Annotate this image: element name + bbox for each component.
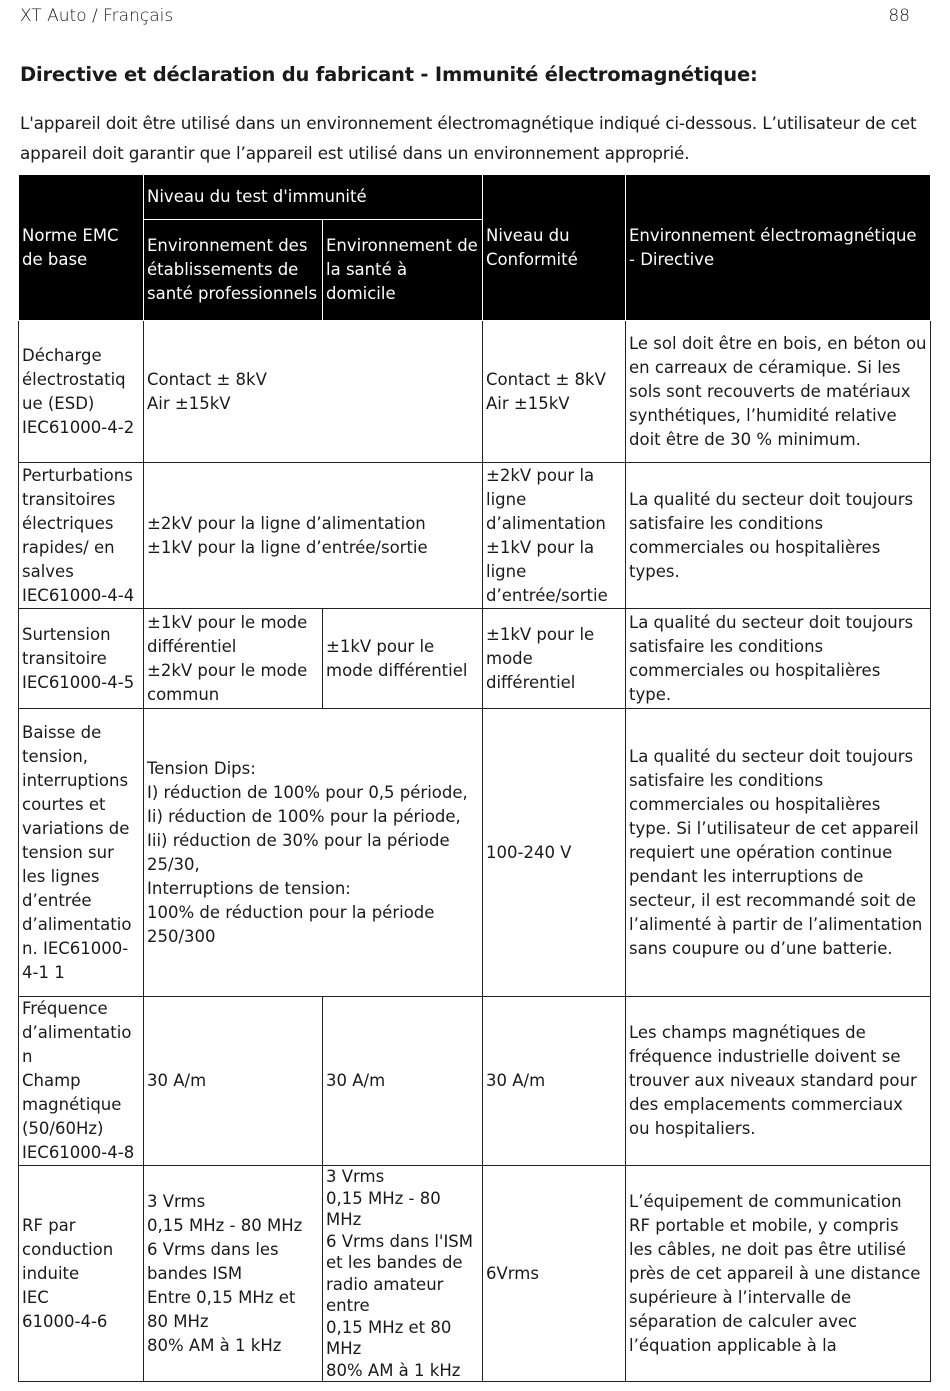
header-directive: Environnement électromagnétique - Directive	[626, 175, 931, 321]
row-norme: Fréquence d’alimentatio n Champ magnétique (50/60Hz) IEC61000-4-8	[19, 997, 144, 1166]
row-norme: Surtension transitoire IEC61000-4-5	[19, 609, 144, 709]
header-env-domicile: Environnement de la santé à domicile	[323, 220, 483, 321]
row-conformite: 100-240 V	[483, 709, 626, 997]
table-row	[19, 709, 931, 997]
page-number: 88	[888, 6, 910, 26]
header-conformite: Niveau du Conformité	[483, 175, 626, 321]
table-row	[19, 463, 931, 609]
row-conformite: 6Vrms	[483, 1166, 626, 1382]
row-directive: La qualité du secteur doit toujours satisfaire les conditions commerciales ou hospitalières type.	[626, 609, 931, 709]
intro-paragraph: L'appareil doit être utilisé dans un environnement électromagnétique indiqué ci-dessous. L’utilisateur de cet appareil doit garantir que l’appareil est utilisé dans un environnement approprié.	[20, 113, 917, 163]
document-label: XT Auto / Français	[20, 6, 174, 26]
row-directive: L’équipement de communication RF portable et mobile, y compris les câbles, ne doit pas être utilisé près de cet appareil à une distance supérieure à l’intervalle de séparation de calculer avec l’équation applicable à la	[626, 1166, 931, 1382]
table-row	[19, 321, 931, 463]
row-directive: Les champs magnétiques de fréquence industrielle doivent se trouver aux niveaux standard pour des emplacements commerciaux ou hospitaliers.	[626, 997, 931, 1166]
page-title: Directive et déclaration du fabricant - Immunité électromagnétique:	[20, 63, 758, 86]
header-env-pro: Environnement des établissements de santé professionnels	[144, 220, 323, 321]
row-test-domicile: ±1kV pour le mode différentiel	[323, 609, 483, 709]
row-test-pro: 3 Vrms 0,15 MHz - 80 MHz 6 Vrms dans les bandes ISM Entre 0,15 MHz et 80 MHz 80% AM à 1 kHz	[144, 1166, 323, 1382]
row-conformite: ±2kV pour la ligne d’alimentation ±1kV pour la ligne d’entrée/sortie	[483, 463, 626, 609]
table-row	[19, 997, 931, 1166]
row-test-level: Contact ± 8kV Air ±15kV	[144, 321, 483, 463]
header-niveau-test: Niveau du test d'immunité	[144, 175, 483, 220]
page-header	[20, 6, 910, 30]
row-conformite: 30 A/m	[483, 997, 626, 1166]
table-row	[19, 1166, 931, 1382]
row-norme: Décharge électrostatiq ue (ESD) IEC61000-4-2	[19, 321, 144, 463]
row-norme: RF par conduction induite IEC 61000-4-6	[19, 1166, 144, 1382]
row-norme: Baisse de tension, interruptions courtes et variations de tension sur les lignes d’entrée d’alimentatio n. IEC61000-4-1 1	[19, 709, 144, 997]
immunity-table	[18, 174, 931, 1382]
row-conformite: Contact ± 8kV Air ±15kV	[483, 321, 626, 463]
row-directive: La qualité du secteur doit toujours satisfaire les conditions commerciales ou hospitalières type. Si l’utilisateur de cet appareil requiert une opération continue pendant les interruptions de secteur, il est recommandé soit de l’alimenté à partir de l’alimentation sans coupure ou d’une batterie.	[626, 709, 931, 997]
header-norme: Norme EMC de base	[19, 175, 144, 321]
row-test-domicile: 3 Vrms 0,15 MHz - 80 MHz 6 Vrms dans l'ISM et les bandes de radio amateur entre 0,15 MHz et 80 MHz 80% AM à 1 kHz	[323, 1166, 483, 1382]
row-test-pro: ±1kV pour le mode différentiel ±2kV pour le mode commun	[144, 609, 323, 709]
row-norme: Perturbations transitoires électriques rapides/ en salves IEC61000-4-4	[19, 463, 144, 609]
row-test-domicile: 30 A/m	[323, 997, 483, 1166]
row-directive: La qualité du secteur doit toujours satisfaire les conditions commerciales ou hospitalières types.	[626, 463, 931, 609]
row-conformite: ±1kV pour le mode différentiel	[483, 609, 626, 709]
row-test-pro: 30 A/m	[144, 997, 323, 1166]
table-row	[19, 609, 931, 709]
row-test-level: ±2kV pour la ligne d’alimentation ±1kV pour la ligne d’entrée/sortie	[144, 463, 483, 609]
row-directive: Le sol doit être en bois, en béton ou en carreaux de céramique. Si les sols sont recouverts de matériaux synthétiques, l’humidité relative doit être de 30 % minimum.	[626, 321, 931, 463]
row-test-level: Tension Dips: I) réduction de 100% pour 0,5 période, Ii) réduction de 100% pour la période, Iii) réduction de 30% pour la période 25/30, Interruptions de tension: 100% de réduction pour la période 250/300	[144, 709, 483, 997]
